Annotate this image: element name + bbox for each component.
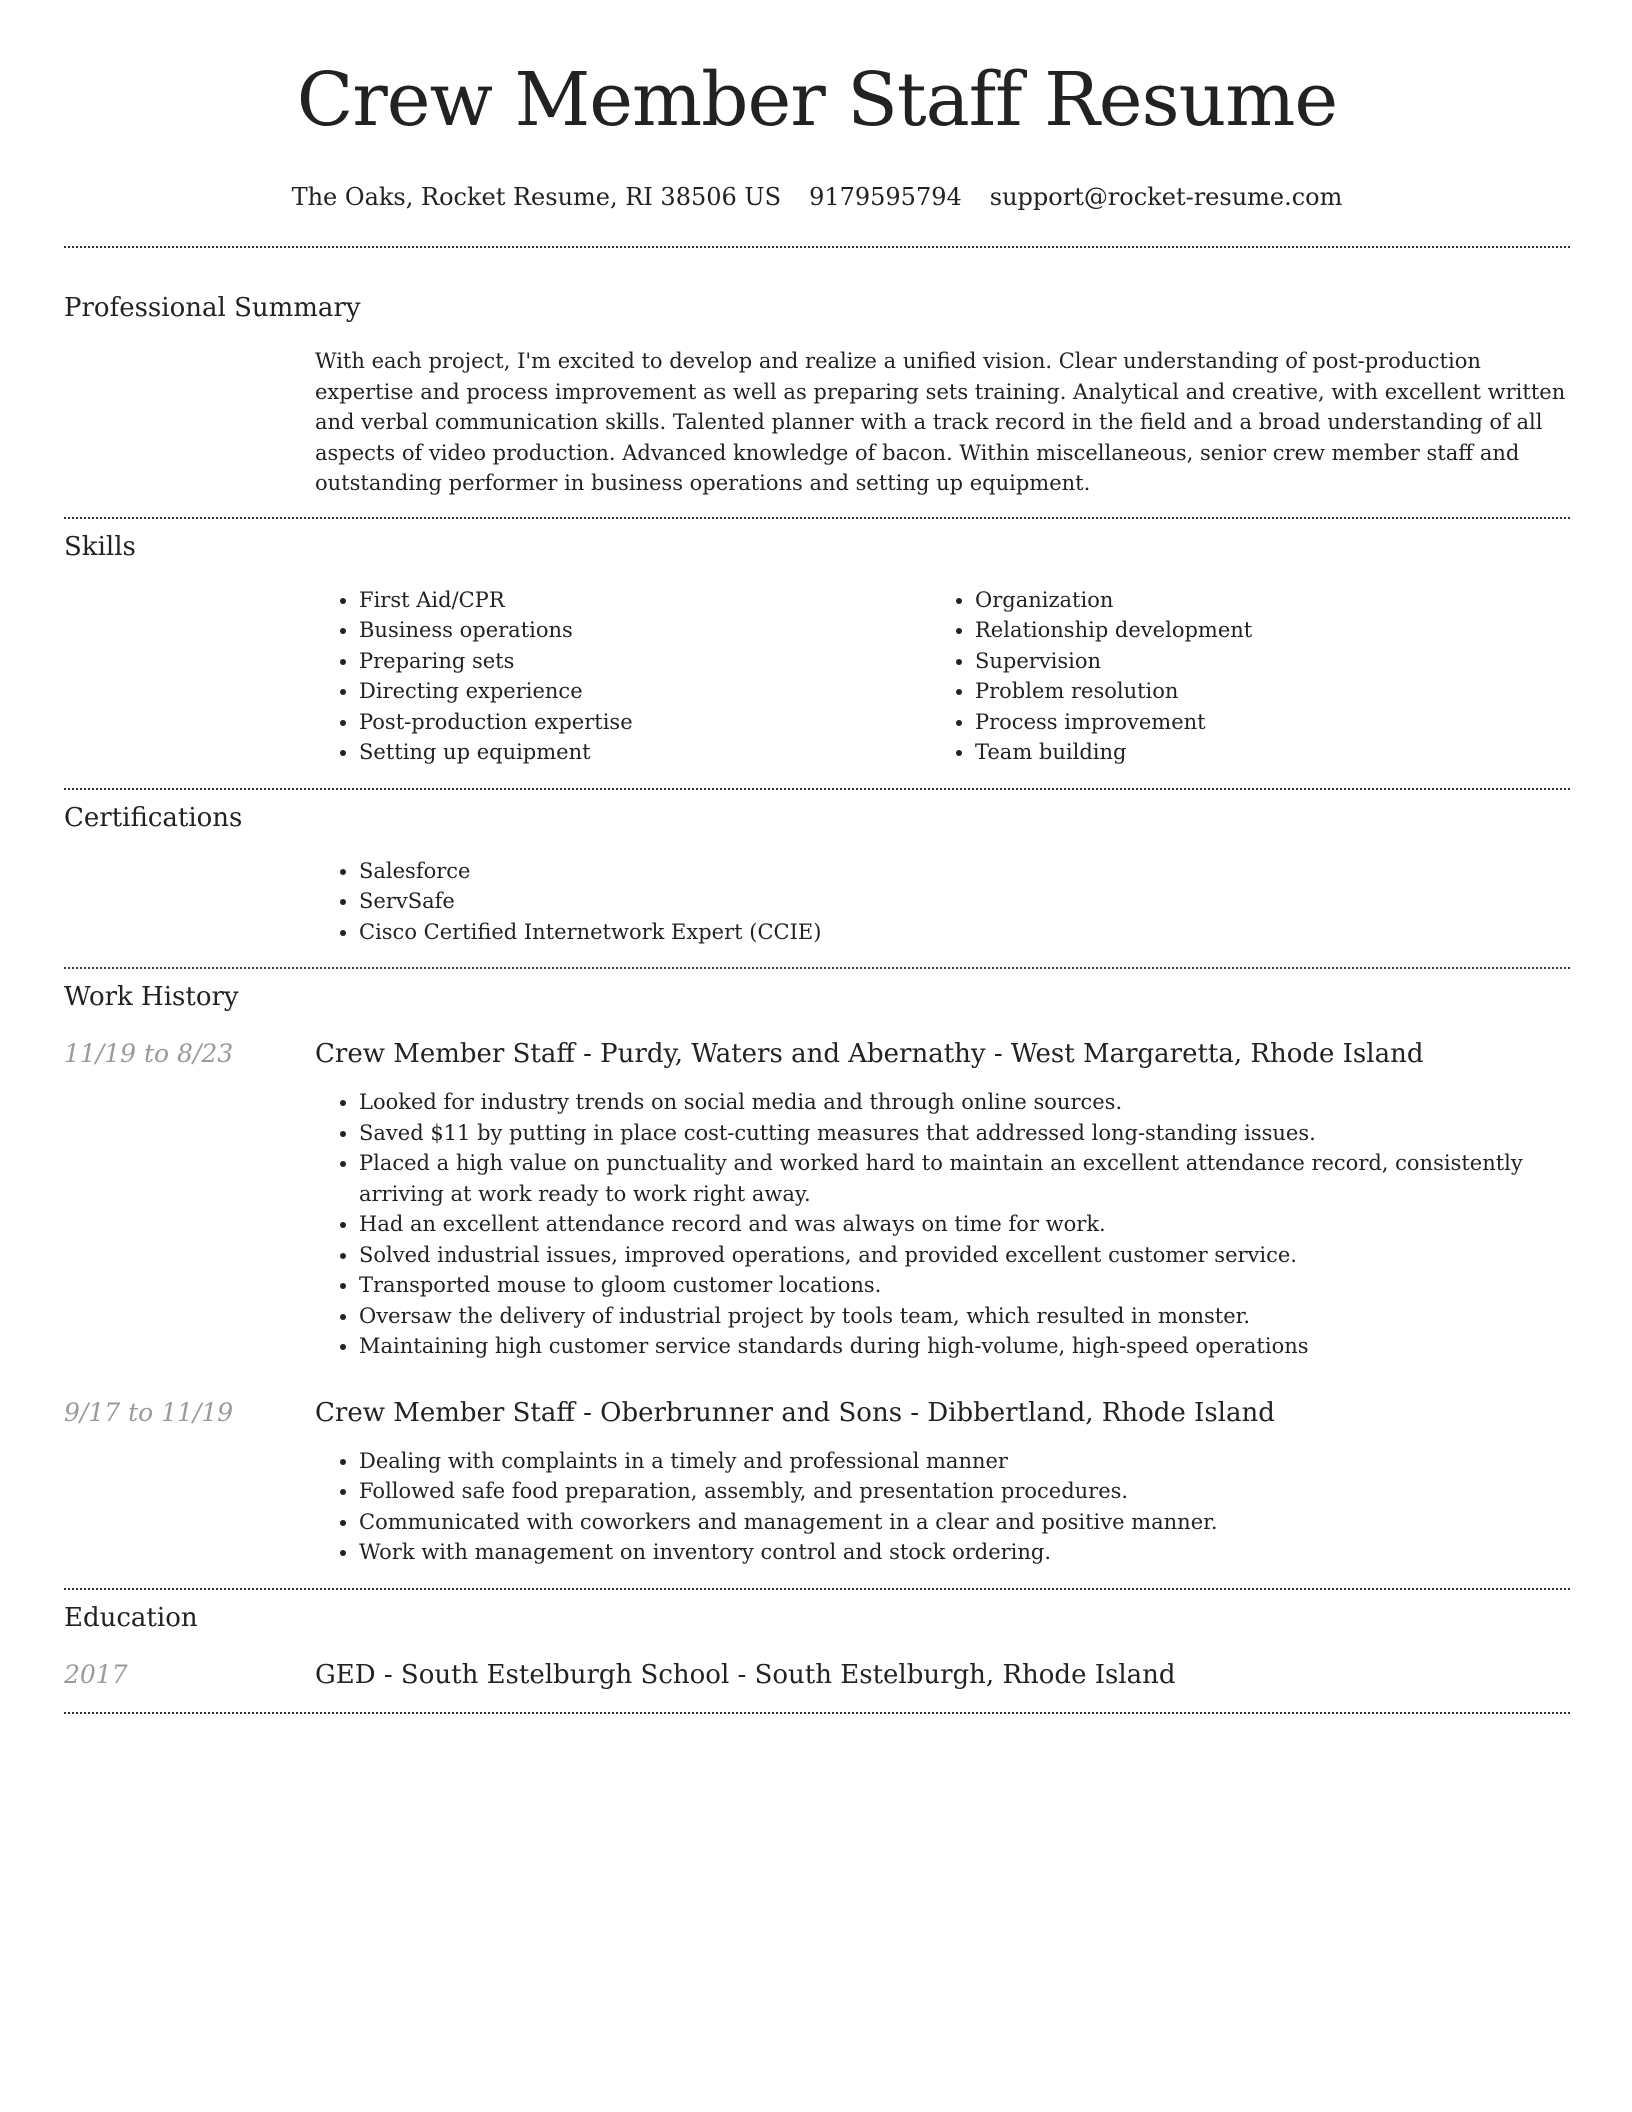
job-dates: 11/19 to 8/23 bbox=[64, 1039, 234, 1068]
list-item: • Preparing sets bbox=[359, 646, 931, 677]
job-entry bbox=[64, 1039, 1570, 1362]
education-section bbox=[64, 1590, 1570, 1690]
work-history-section bbox=[64, 969, 1570, 1568]
section-heading-work-history: Work History bbox=[64, 982, 239, 1012]
list-item: • Cisco Certified Internetwork Expert (CCIE) bbox=[359, 917, 1570, 948]
contact-phone: 9179595794 bbox=[809, 183, 962, 211]
list-item: • Communicated with coworkers and management in a clear and positive manner. bbox=[359, 1507, 1570, 1538]
section-heading-skills: Skills bbox=[64, 531, 136, 562]
section-heading-certifications: Certifications bbox=[64, 802, 243, 833]
job-entry bbox=[64, 1398, 1570, 1568]
list-item: • Relationship development bbox=[975, 615, 1547, 646]
list-item: • Saved $11 by putting in place cost-cutting measures that addressed long-standing issues. bbox=[359, 1118, 1570, 1149]
list-item: • Dealing with complaints in a timely and professional manner bbox=[359, 1446, 1570, 1477]
divider bbox=[64, 1712, 1570, 1714]
education-year: 2017 bbox=[64, 1659, 128, 1689]
resume-page bbox=[64, 0, 1570, 1714]
list-item: • Had an excellent attendance record and was always on time for work. bbox=[359, 1209, 1570, 1240]
list-item: • Salesforce bbox=[359, 856, 1570, 887]
list-item: • First Aid/CPR bbox=[359, 585, 931, 616]
list-item: • Business operations bbox=[359, 615, 931, 646]
job-bullets bbox=[315, 1446, 1570, 1568]
summary-section bbox=[64, 248, 1570, 499]
list-item: • Looked for industry trends on social media and through online sources. bbox=[359, 1087, 1570, 1118]
resume-header bbox=[64, 0, 1570, 212]
list-item: • Directing experience bbox=[359, 676, 931, 707]
list-item: • Oversaw the delivery of industrial project by tools team, which resulted in monster. bbox=[359, 1301, 1570, 1332]
list-item: • Problem resolution bbox=[975, 676, 1547, 707]
resume-title: Crew Member Staff Resume bbox=[296, 57, 1338, 143]
list-item: • Solved industrial issues, improved operations, and provided excellent customer service. bbox=[359, 1240, 1570, 1271]
skills-list-left bbox=[315, 585, 931, 768]
list-item: • Transported mouse to gloom customer locations. bbox=[359, 1270, 1570, 1301]
list-item: • Team building bbox=[975, 737, 1547, 768]
list-item: • Followed safe food preparation, assembly, and presentation procedures. bbox=[359, 1476, 1570, 1507]
job-bullets bbox=[315, 1087, 1570, 1362]
list-item: • Process improvement bbox=[975, 707, 1547, 738]
education-entry: GED - South Estelburgh School - South Estelburgh, Rhode Island bbox=[315, 1659, 1176, 1690]
job-dates: 9/17 to 11/19 bbox=[64, 1397, 234, 1427]
list-item: • ServSafe bbox=[359, 886, 1570, 917]
list-item: • Supervision bbox=[975, 646, 1547, 677]
job-title: Crew Member Staff - Purdy, Waters and Abernathy - West Margaretta, Rhode Island bbox=[315, 1039, 1424, 1069]
list-item: • Work with management on inventory control and stock ordering. bbox=[359, 1537, 1570, 1568]
certifications-list bbox=[315, 856, 1570, 948]
contact-email: support@rocket-resume.com bbox=[989, 183, 1343, 211]
skills-section bbox=[64, 519, 1570, 768]
list-item: • Organization bbox=[975, 585, 1547, 616]
section-heading-summary: Professional Summary bbox=[64, 293, 361, 323]
contact-address: The Oaks, Rocket Resume, RI 38506 US bbox=[291, 183, 782, 211]
contact-line bbox=[64, 182, 1570, 212]
list-item: • Setting up equipment bbox=[359, 737, 931, 768]
list-item: • Placed a high value on punctuality and worked hard to maintain an excellent attendance record, consistently arriving at work ready to work right away. bbox=[359, 1148, 1570, 1209]
list-item: • Post-production expertise bbox=[359, 707, 931, 738]
section-heading-education: Education bbox=[64, 1602, 198, 1633]
skills-list-right bbox=[931, 585, 1547, 768]
list-item: • Maintaining high customer service standards during high-volume, high-speed operations bbox=[359, 1331, 1570, 1362]
job-title: Crew Member Staff - Oberbrunner and Sons - Dibbertland, Rhode Island bbox=[315, 1397, 1275, 1428]
summary-text: With each project, I'm excited to develop and realize a unified vision. Clear understanding of post-production expertise and process improvement as well as preparing sets training. Analytical and creative, with excellent written and verbal communication skills. Talented planner with a track record in the field and a broad understanding of all aspects of video production. Advanced knowledge of bacon. Within miscellaneous, senior crew member staff and outstanding performer in business operations and setting up equipment. bbox=[315, 349, 1566, 495]
certifications-section bbox=[64, 790, 1570, 948]
